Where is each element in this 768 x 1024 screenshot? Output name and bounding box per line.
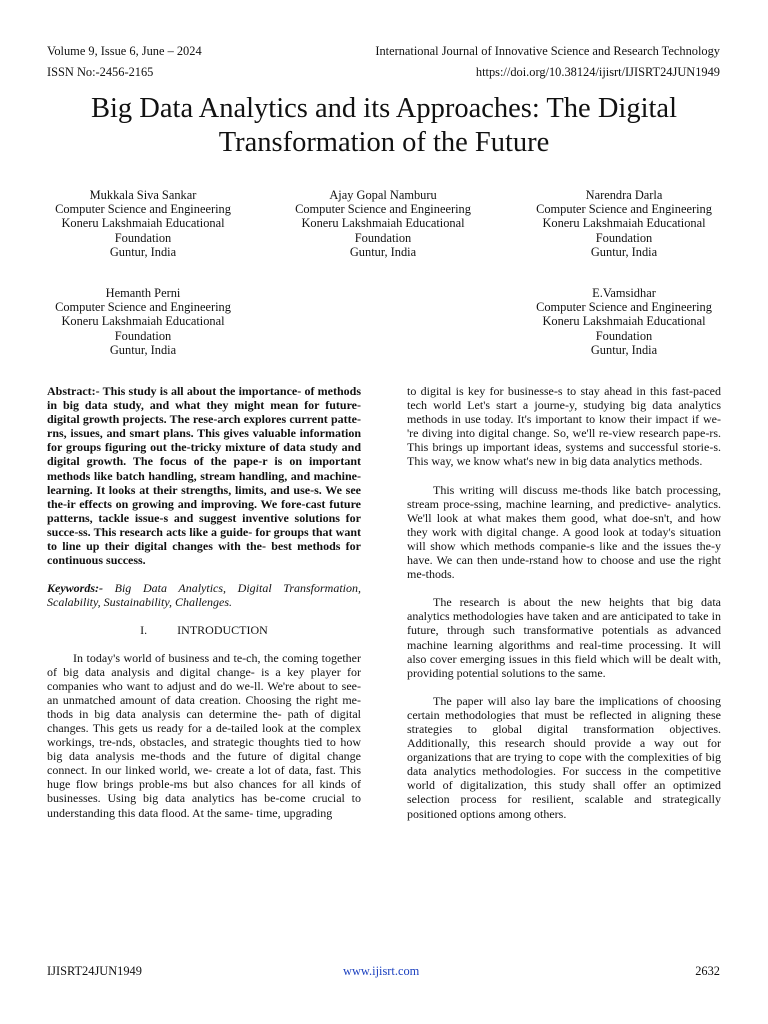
left-column [47,384,361,820]
author-block [524,286,724,357]
keywords-text: Big Data Analytics, Digital Transformation, Scalability, Sustainability, Challenges. [47,581,361,610]
page-number: 2632 [695,964,720,978]
title-line-2: Transformation of the Future [218,127,550,158]
author-dept: Computer Science and Engineering [295,202,471,217]
paper-title [30,92,738,160]
intro-paragraph-3: The research is about the new heights that big data analytics methodologies have taken and are anticipated to take in future, through such transformative potentials as advanced machine learning algorithms and real-time processing. It will also cover emerging issues in this field which will be dealt with, providing potential solutions to the same. [407,595,721,680]
author-name: Hemanth Perni [105,286,181,300]
author-institution-cont: Foundation [114,328,172,343]
author-block [283,188,483,259]
author-institution-cont: Foundation [114,230,172,245]
author-dept: Computer Science and Engineering [536,202,712,217]
issn: ISSN No:-2456-2165 [47,65,154,79]
author-institution-cont: Foundation [595,328,653,343]
author-dept: Computer Science and Engineering [55,202,231,217]
author-institution: Koneru Lakshmaiah Educational [61,314,225,329]
intro-paragraph-1: In today's world of business and te-ch, the coming together of big data analysis and digital change- is a key player for companies who want to adjust and do we-ll. We're about to see- an unmatched amount of data creation. Choosing the right me-thods in big data analysis can determine the- path of digital changes. This gets us ready for a de-tailed look at the complex workings, tre-nds, obstacles, and strategic thoughts tied to how big data analysis me-thods and the future of digital change connect. In our linked world, we- create a lot of data, fast. This huge flow brings proble-ms but also chances for all kinds of businesses. Using big data analytics has be-come crucial to understanding this data flood. At the same- time, upgrading [47,650,361,820]
footer-paper-id: IJISRT24JUN1949 [47,964,142,978]
author-institution: Koneru Lakshmaiah Educational [542,314,706,329]
section-heading [47,623,361,637]
author-name: Ajay Gopal Namburu [329,188,437,202]
author-name: Mukkala Siva Sankar [89,188,197,202]
keywords [47,581,361,609]
footer-website-link[interactable]: www.ijisrt.com [343,964,420,978]
title-line-1: Big Data Analytics and its Approaches: The Digital [91,93,677,124]
abstract-label: Abstract [47,384,92,398]
intro-paragraph-1-continued: to digital is key for businesse-s to stay ahead in this fast-paced tech world Let's start a journe-y, studying big data analytics methods in use today. It's important to know their impact if we-'re diving into digital change. So, we'll re-view research pape-rs. This brings up important ideas, systems and successful storie-s. This way, we know what's new in big data analytics methods. [407,384,721,469]
section-number: I. [140,623,148,638]
section-title: INTRODUCTION [177,623,268,638]
author-name: Narendra Darla [585,188,663,202]
author-location: Guntur, India [349,244,417,259]
doi-link[interactable]: https://doi.org/10.38124/ijisrt/IJISRT24JUN1949 [475,65,720,79]
author-location: Guntur, India [590,342,658,357]
author-institution-cont: Foundation [595,230,653,245]
author-block [43,188,243,259]
author-dept: Computer Science and Engineering [55,300,231,315]
author-dept: Computer Science and Engineering [536,300,712,315]
volume-info: Volume 9, Issue 6, June – 2024 [47,44,202,58]
author-location: Guntur, India [590,244,658,259]
author-location: Guntur, India [109,342,177,357]
author-institution: Koneru Lakshmaiah Educational [301,216,465,231]
author-block [524,188,724,259]
author-institution: Koneru Lakshmaiah Educational [61,216,225,231]
right-column [407,384,721,821]
abstract [47,384,361,567]
keywords-label: Keywords:- [47,581,103,596]
author-institution: Koneru Lakshmaiah Educational [542,216,706,231]
author-location: Guntur, India [109,244,177,259]
author-block [43,286,243,357]
intro-paragraph-4: The paper will also lay bare the implications of choosing certain methodologies that must be reflected in aligning these strategies to global digital transformation objectives. Additionally, this research should provide a way out for organizations that are trying to cope with the complexities of big data analytics methodologies. For success in the competitive world of digitalization, this study shall offer an optimized selection process for resilient, scalable and strategically positioned options among others. [407,693,721,821]
intro-paragraph-2: This writing will discuss me-thods like batch processing, stream proce-ssing, machine learning, and predictive- analytics. We'll look at what makes them good, what doe-sn't, and how they work with digital change. A good look at today's situation will show which methods companie-s like and the issues the-y have. We can then unde-rstand how to choose and use the right me-thods. [407,482,721,582]
abstract-text: :- This study is all about the importance- of methods in big data study, and what they might mean for future- digital growth projects. The rese-arch explores current patte-rns, issues, and smart plans. This gives valuable information for groups figuring out the-tricky mixture of data study and digital growth. The focus of the pape-r is on important methods like batch handling, stream handling, and machine- learning. It looks at their strengths, limits, and use-s. We see the-ir effects on growing and improving. We fore-cast future patterns, tackle issue-s and suggest inventive solutions for succe-ss. This research acts like a guide- for groups that want to line up their digital changes with the- best methods for continuous success. [47,384,361,568]
author-name: E.Vamsidhar [592,286,656,300]
author-institution-cont: Foundation [354,230,412,245]
journal-name: International Journal of Innovative Science and Research Technology [375,44,720,58]
